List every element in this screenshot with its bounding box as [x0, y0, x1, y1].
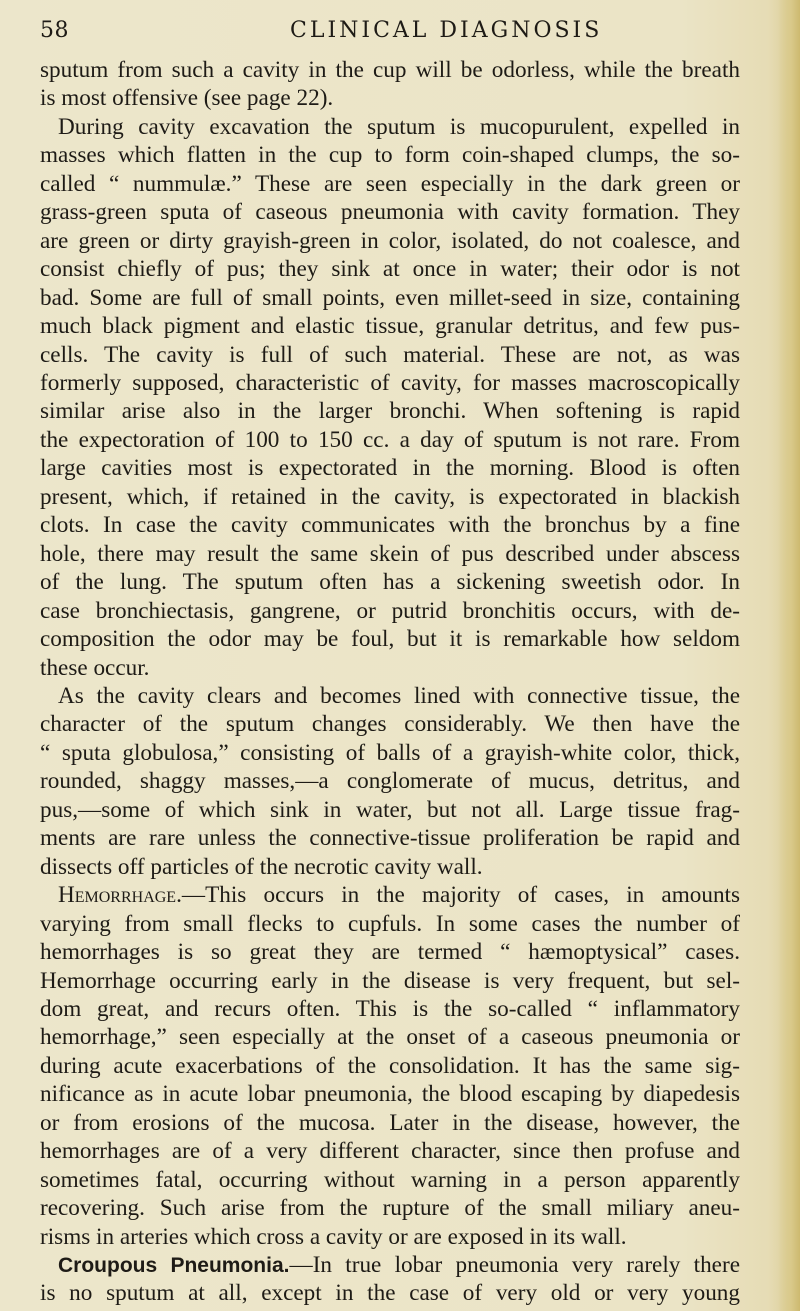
text-line [40, 84, 740, 112]
line-text: called “ nummulæ.” These are seen especially in the dark green or [40, 170, 740, 197]
text-line [40, 170, 740, 198]
page-edge-shadow [778, 0, 800, 1311]
line-text: As the cavity clears and becomes lined with connective tissue, the [58, 682, 740, 709]
text-line [40, 1279, 740, 1307]
line-text: large cavities most is expectorated in the morning. Blood is often [40, 455, 740, 482]
line-text: is no sputum at all, except in the case of very old or very young [40, 1280, 740, 1307]
line-text: —This occurs in the majority of cases, in amounts [181, 882, 740, 909]
line-text: dom great, and recurs often. This is the so-called “ inflammatory [40, 995, 740, 1022]
line-text: —In true lobar pneumonia very rarely there [289, 1252, 740, 1279]
text-line [40, 1023, 740, 1051]
line-text: risms in arteries which cross a cavity or are exposed in its wall. [40, 1223, 627, 1250]
text-line [40, 426, 740, 454]
text-line [40, 1223, 740, 1251]
line-text: consist chiefly of pus; they sink at once in water; their odor is not [40, 256, 740, 283]
text-line [40, 312, 740, 340]
line-text: formerly supposed, characteristic of cavity, for masses macroscopically [40, 369, 740, 396]
line-text: clots. In case the cavity communicates with the bronchus by a fine [40, 512, 740, 539]
text-line [40, 853, 740, 881]
text-line [40, 198, 740, 226]
line-text: “ sputa globulosa,” consisting of balls of a grayish-white color, thick, [40, 739, 740, 766]
line-text: hemorrhages is so great they are termed “ hæmoptysical” cases. [40, 939, 740, 966]
line-text: pus,—some of which sink in water, but not all. Large tissue frag- [40, 796, 740, 823]
running-title: CLINICAL DIAGNOSIS [290, 18, 603, 43]
text-line [40, 511, 740, 539]
text-line [40, 1109, 740, 1137]
line-text: During cavity excavation the sputum is mucopurulent, expelled in [58, 113, 740, 140]
text-line [40, 597, 740, 625]
text-line [40, 1080, 740, 1108]
line-text: sputum from such a cavity in the cup will be odorless, while the breath [40, 57, 740, 83]
line-text: grass-green sputa of caseous pneumonia with cavity formation. They [40, 199, 740, 226]
section-lead: Hemorrhage. [58, 882, 182, 909]
page-header [40, 18, 740, 54]
text-line [40, 56, 740, 84]
text-line [40, 1052, 740, 1080]
line-text: hole, there may result the same skein of pus described under abscess [40, 540, 740, 567]
line-text: varying from small flecks to cupfuls. In some cases the number of [40, 910, 740, 937]
line-text: of the lung. The sputum often has a sickening sweetish odor. In [40, 569, 740, 596]
line-text: the expectoration of 100 to 150 cc. a day of sputum is not rare. From [40, 426, 740, 453]
line-text: bad. Some are full of small points, even millet-seed in size, containing [40, 284, 740, 311]
text-line [40, 227, 740, 255]
text-line [40, 767, 740, 795]
line-text: present, which, if retained in the cavity, is expectorated in blackish [40, 483, 740, 510]
text-line [40, 397, 740, 425]
line-text: or from erosions of the mucosa. Later in the disease, however, the [40, 1109, 740, 1136]
text-line [40, 369, 740, 397]
line-text: is most offensive (see page 22). [40, 85, 334, 112]
line-text: much black pigment and elastic tissue, granular detritus, and few pus- [40, 313, 740, 340]
line-text: during acute exacerbations of the consolidation. It has the same sig- [40, 1052, 740, 1079]
line-text: recovering. Such arise from the rupture of the small miliary aneu- [40, 1195, 740, 1222]
text-line [40, 710, 740, 738]
text-line [40, 540, 740, 568]
line-text: rounded, shaggy masses,—a conglomerate of mucus, detritus, and [40, 768, 740, 795]
line-text: these occur. [40, 654, 150, 681]
line-text: similar arise also in the larger bronchi. When softening is rapid [40, 398, 740, 425]
text-line [40, 739, 740, 767]
text-line [40, 1166, 740, 1194]
text-line [40, 995, 740, 1023]
text-line [40, 255, 740, 283]
text-line [40, 654, 740, 682]
text-line [40, 682, 740, 710]
text-line [40, 881, 740, 909]
text-line [40, 1137, 740, 1165]
body-text [40, 56, 740, 1308]
text-line [40, 341, 740, 369]
text-line [40, 454, 740, 482]
text-line [40, 824, 740, 852]
text-line [40, 938, 740, 966]
line-text: composition the odor may be foul, but it is remarkable how seldom [40, 626, 740, 653]
line-text: character of the sputum changes considerably. We then have the [40, 711, 740, 738]
section-lead: Croupous Pneumonia. [58, 1254, 290, 1278]
line-text: dissects off particles of the necrotic cavity wall. [40, 853, 483, 880]
text-line [40, 1251, 740, 1279]
line-text: sometimes fatal, occurring without warning in a person apparently [40, 1166, 740, 1193]
line-text: masses which flatten in the cup to form coin-shaped clumps, the so- [40, 142, 740, 169]
text-line [40, 1194, 740, 1222]
text-line [40, 113, 740, 141]
text-line [40, 910, 740, 938]
line-text: hemorrhages are of a very different character, since then profuse and [40, 1138, 740, 1165]
line-text: Hemorrhage occurring early in the disease is very frequent, but sel- [40, 967, 740, 994]
text-line [40, 796, 740, 824]
line-text: ments are rare unless the connective-tissue proliferation be rapid and [40, 825, 740, 852]
text-line [40, 625, 740, 653]
text-line [40, 141, 740, 169]
text-line [40, 483, 740, 511]
line-text: are green or dirty grayish-green in color, isolated, do not coalesce, and [40, 227, 740, 254]
line-text: nificance as in acute lobar pneumonia, the blood escaping by diapedesis [40, 1081, 740, 1108]
text-line [40, 568, 740, 596]
text-line [40, 284, 740, 312]
text-line [40, 967, 740, 995]
line-text: case bronchiectasis, gangrene, or putrid bronchitis occurs, with de- [40, 597, 740, 624]
line-text: cells. The cavity is full of such material. These are not, as was [40, 341, 740, 368]
line-text: hemorrhage,” seen especially at the onset of a caseous pneumonia or [40, 1024, 740, 1051]
page-number: 58 [40, 18, 69, 43]
